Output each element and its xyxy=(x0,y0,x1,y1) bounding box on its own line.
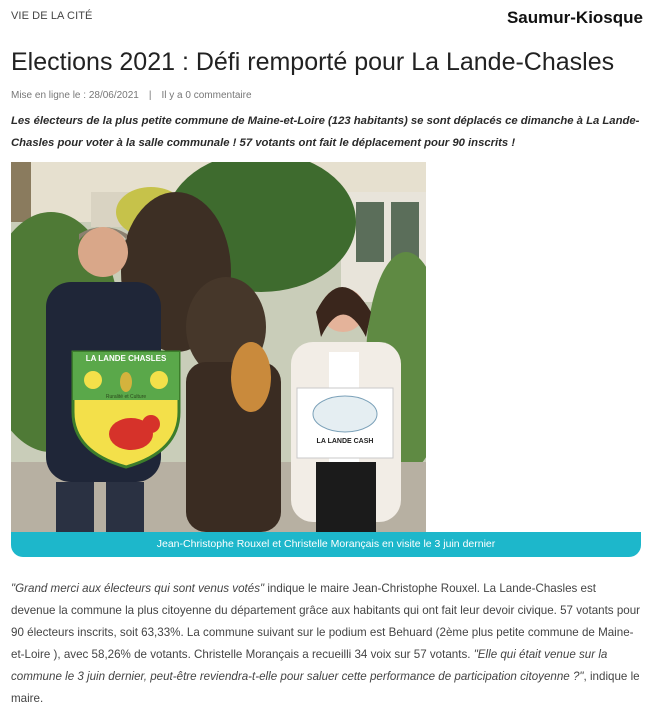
photo-illustration xyxy=(11,162,426,532)
article-photo xyxy=(11,162,426,532)
body-text-1: indique le maire Jean-Christophe Rouxel. La Lande-Chasles est devenue la commune la plus citoyenne du département grâce aux habitants qui ont fait leur devoir civique. 57 votants pour 90 électeurs inscrits, soit 63,33%. La commune suivant sur le podium est Behuard (2ème plus petite commune de Maine-et-Loire ), avec 58,26% de votants. Christelle Morançais a recueilli 34 voix sur 57 votants. xyxy=(11,582,641,661)
mayor-quote: "Grand merci aux électeurs qui sont venus votés" xyxy=(11,582,265,595)
article-lead: Les électeurs de la plus petite commune de Maine-et-Loire (123 habitants) se sont déplacés ce dimanche à La Lande-Chasles pour voter à la salle communale ! 57 votants ont fait le déplacement pour 90 inscrits ! xyxy=(11,115,640,149)
article-title: Elections 2021 : Défi remporté pour La Lande-Chasles xyxy=(11,48,615,76)
comment-count[interactable]: Il y a 0 commentaire xyxy=(161,90,252,101)
section-link[interactable]: VIE DE LA CITÉ xyxy=(11,10,93,22)
top-bar xyxy=(0,0,654,36)
mayor-quote-2: "Elle qui était venue sur la commune le 3 juin dernier, peut-être reviendra-t-elle pour saluer cette performance de participation citoyenne ?" xyxy=(11,648,608,683)
article-body xyxy=(11,578,641,710)
article-meta xyxy=(11,90,252,101)
body-text-2: , indique le maire. xyxy=(11,670,640,705)
poster-title: LA LANDE CASH xyxy=(316,438,374,445)
publish-date: Mise en ligne le : 28/06/2021 xyxy=(11,90,139,101)
shield-title: LA LANDE CHASLES xyxy=(85,354,167,363)
meta-separator: | xyxy=(148,90,152,101)
shield-motto: Ruralité et Culture xyxy=(105,394,147,400)
photo-caption: Jean-Christophe Rouxel et Christelle Morançais en visite le 3 juin dernier xyxy=(11,532,641,557)
site-brand[interactable]: Saumur-Kiosque xyxy=(506,8,643,27)
